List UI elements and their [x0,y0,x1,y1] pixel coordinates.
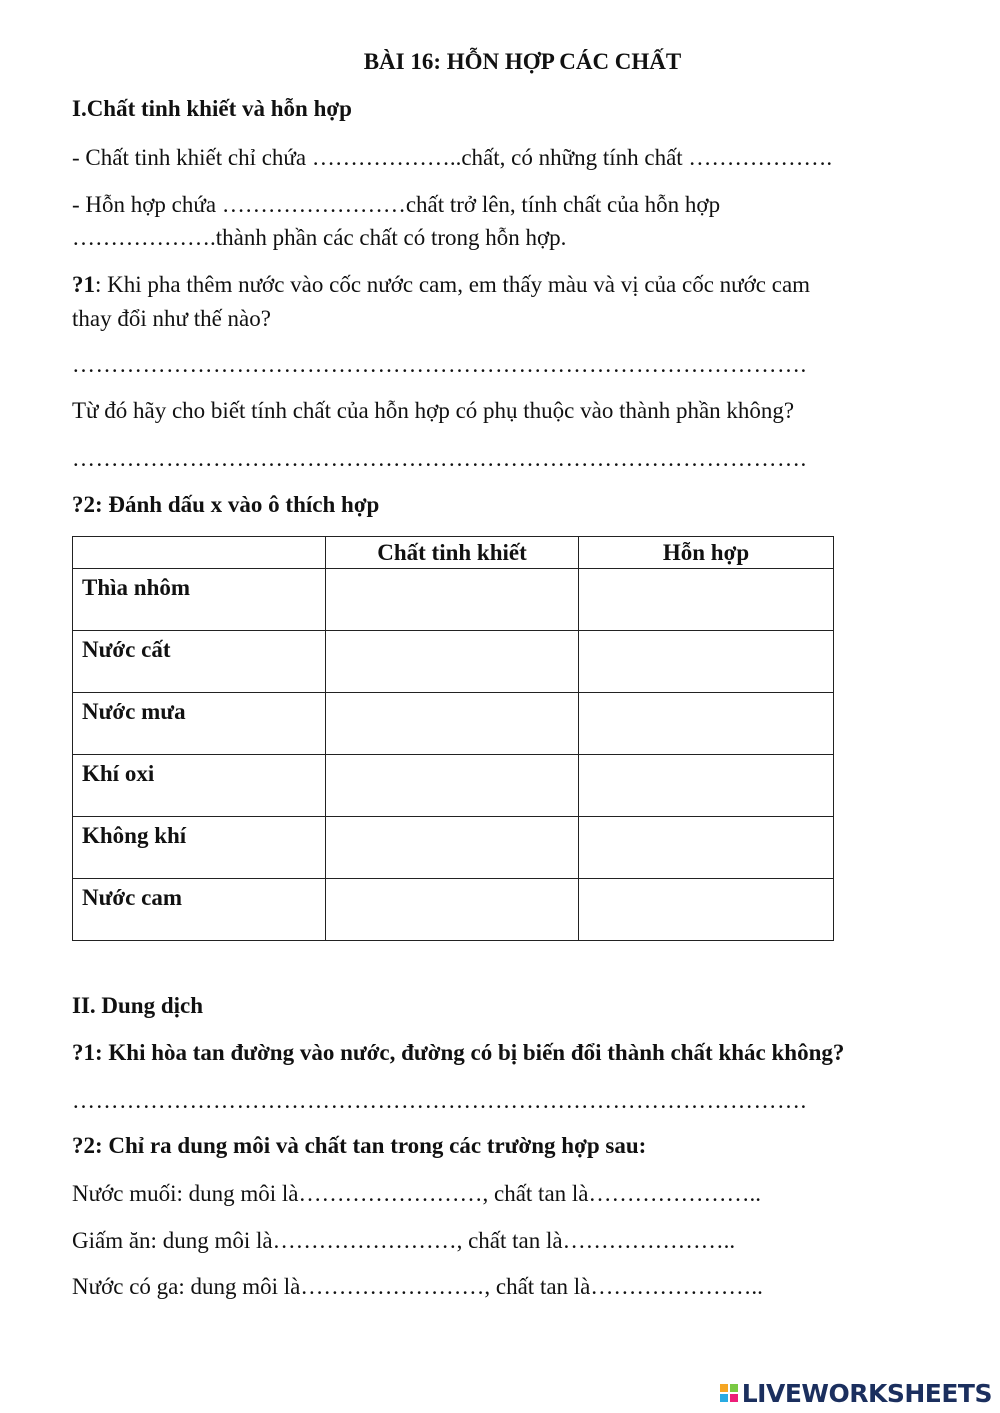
table-row [73,693,834,755]
fill-line-vinegar[interactable]: Giấm ăn: dung môi là……………………, chất tan là………………….. [72,1228,736,1253]
table-header-row [73,537,834,569]
checkbox-cell-pure[interactable] [326,817,579,879]
answer-line-2[interactable]: …………………………………………………………………………………. [72,446,807,471]
checkbox-cell-mixture[interactable] [579,755,834,817]
checkbox-cell-pure[interactable] [326,693,579,755]
table-header-empty [73,537,326,569]
fill-line-mixture-continued: ……………….thành phần các chất có trong hỗn hợp. [72,225,567,250]
solution-question-1: ?1: Khi hòa tan đường vào nước, đường có bị biến đổi thành chất khác không? [72,1040,845,1065]
checkbox-cell-pure[interactable] [326,569,579,631]
row-label: Khí oxi [73,755,326,817]
question-1-text: : Khi pha thêm nước vào cốc nước cam, em thấy màu và vị của cốc nước cam [95,272,811,297]
solution-question-2: ?2: Chỉ ra dung môi và chất tan trong các trường hợp sau: [72,1133,647,1158]
question-1-text-continued: thay đổi như thế nào? [72,306,271,331]
question-1-followup: Từ đó hãy cho biết tính chất của hỗn hợp có phụ thuộc vào thành phần không? [72,398,795,423]
checkbox-cell-mixture[interactable] [579,631,834,693]
table-row [73,755,834,817]
row-label: Nước cam [73,879,326,941]
table-row [73,879,834,941]
logo-square [720,1394,728,1402]
logo-square [730,1384,738,1392]
checkbox-cell-mixture[interactable] [579,879,834,941]
question-1 [72,272,810,298]
section-heading-pure-and-mixture: I.Chất tinh khiết và hỗn hợp [72,96,352,121]
fill-line-mixture: - Hỗn hợp chứa ……………………chất trở lên, tính chất của hỗn hợp [72,192,721,217]
section-heading-solution: II. Dung dịch [72,993,204,1018]
liveworksheets-logo [720,1378,992,1408]
table-header-pure: Chất tinh khiết [326,537,579,569]
checkbox-cell-mixture[interactable] [579,569,834,631]
checkbox-cell-pure[interactable] [326,755,579,817]
worksheet-title: BÀI 16: HỖN HỢP CÁC CHẤT [363,49,682,74]
fill-line-soda[interactable]: Nước có ga: dung môi là……………………, chất tan là………………….. [72,1274,763,1299]
logo-square [730,1394,738,1402]
question-1-label: ?1 [72,272,95,297]
row-label: Nước mưa [73,693,326,755]
table-row [73,569,834,631]
checkbox-cell-pure[interactable] [326,631,579,693]
row-label: Không khí [73,817,326,879]
question-2-heading: ?2: Đánh dấu x vào ô thích hợp [72,492,380,517]
checkbox-cell-pure[interactable] [326,879,579,941]
fill-line-pure-substance: - Chất tinh khiết chỉ chứa ………………..chất, có những tính chất ………………. [72,145,833,170]
answer-line-1[interactable]: …………………………………………………………………………………. [72,352,807,377]
table-row [73,631,834,693]
classification-table [72,536,834,941]
row-label: Thìa nhôm [73,569,326,631]
fill-line-salt-water[interactable]: Nước muối: dung môi là……………………, chất tan là………………….. [72,1181,762,1206]
checkbox-cell-mixture[interactable] [579,693,834,755]
logo-mark-icon [720,1384,738,1402]
table-row [73,817,834,879]
checkbox-cell-mixture[interactable] [579,817,834,879]
logo-square [720,1384,728,1392]
answer-line-3[interactable]: …………………………………………………………………………………. [72,1088,807,1113]
table-header-mixture: Hỗn hợp [579,537,834,569]
row-label: Nước cất [73,631,326,693]
logo-text: LIVEWORKSHEETS [741,1378,992,1408]
